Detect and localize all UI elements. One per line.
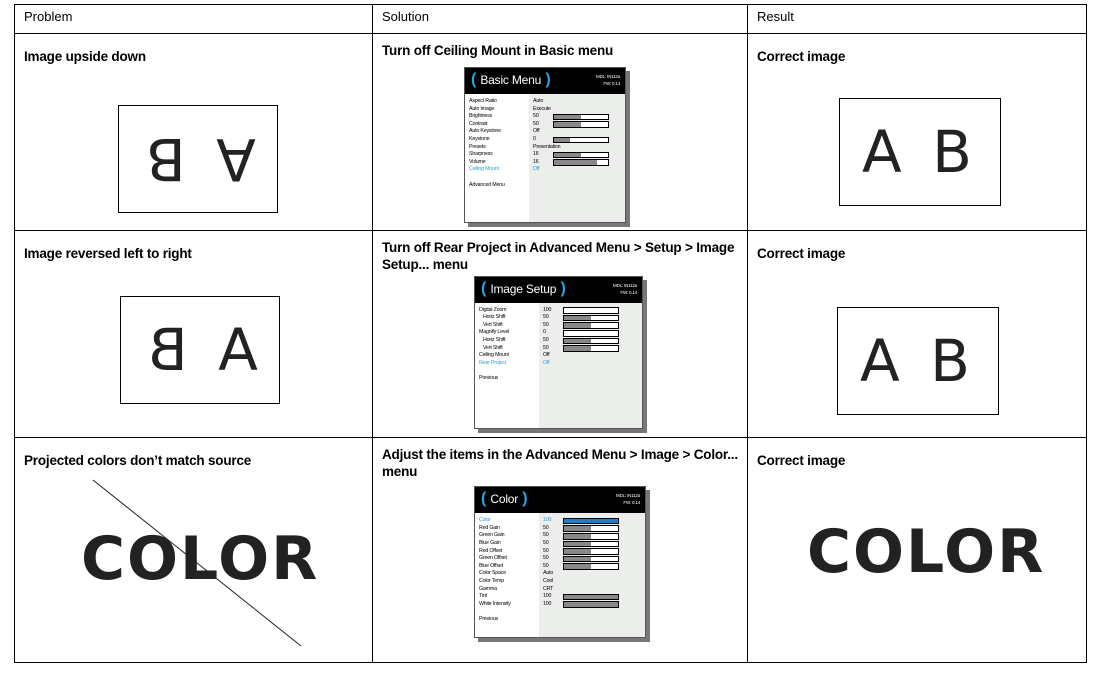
- reversed-text: A B: [142, 315, 258, 384]
- menu-item-value: 100: [543, 517, 552, 524]
- menu-title-paren: (: [481, 279, 491, 297]
- problem-cell: [15, 230, 373, 438]
- slider-bar: [553, 121, 609, 128]
- menu-item-value-row: [533, 98, 625, 106]
- menu-item-value-row: [543, 375, 642, 383]
- menu-body: [475, 303, 642, 428]
- result-text: Correct image: [757, 453, 846, 469]
- correct-image-illustration: [837, 307, 999, 415]
- firmware-label: FW: 0.14: [620, 289, 637, 295]
- problem-text: Image upside down: [24, 49, 146, 65]
- menu-item-label: Tint: [479, 593, 487, 600]
- slider-fill: [564, 316, 591, 321]
- result-text: Correct image: [757, 49, 846, 65]
- menu-item-value: Off: [543, 359, 550, 366]
- menu-item-label: Magnify Level: [479, 329, 510, 336]
- slider-fill: [554, 160, 597, 165]
- menu-item-label: Aspect Ratio: [469, 98, 497, 105]
- menu-item-label: Green Gain: [479, 532, 505, 539]
- correct-image-illustration: [839, 98, 1001, 206]
- menu-item-value-row: [543, 307, 642, 315]
- menu-item-label: Vert Shift: [483, 344, 503, 351]
- menu-item-label: White Intensity: [479, 600, 511, 607]
- menu-label-column: [475, 303, 539, 428]
- menu-item-value: 16: [533, 158, 539, 165]
- menu-item-label: Advanced Menu: [469, 181, 505, 188]
- menu-value-column: [539, 303, 642, 428]
- firmware-label: FW: 0.14: [603, 81, 620, 87]
- menu-title-text: Color: [490, 492, 519, 507]
- menu-item-value-row: [533, 144, 625, 152]
- slider-fill: [564, 549, 591, 554]
- menu-item-value-row: [543, 360, 642, 368]
- menu-item-value-row: [543, 601, 645, 609]
- menu-item-label: Ceiling Mount: [469, 166, 499, 173]
- slider-bar: [553, 159, 609, 166]
- menu-item-value: 0: [533, 136, 536, 143]
- image-setup-menu-screenshot: [474, 276, 643, 429]
- menu-title-paren: (: [471, 71, 481, 89]
- menu-item-value: Cool: [543, 578, 554, 585]
- menu-item-value-row: [543, 322, 642, 330]
- slider-bar: [563, 345, 619, 352]
- menu-item-label: Color Temp: [479, 578, 504, 585]
- menu-item-label: Color Space: [479, 570, 506, 577]
- color-mismatch-text: COLOR: [81, 524, 320, 595]
- menu-title-text: Basic Menu: [480, 73, 542, 88]
- correct-color-text: COLOR: [807, 517, 1046, 588]
- slider-bar: [563, 525, 619, 532]
- menu-item-value: Off: [543, 352, 550, 359]
- menu-model-info: [596, 73, 620, 87]
- menu-item-value: 50: [543, 532, 549, 539]
- menu-item-value-row: [533, 166, 625, 174]
- header-problem: Problem: [15, 5, 373, 34]
- menu-item-label: Contrast: [469, 120, 488, 127]
- model-label: MDL: IN112a: [616, 493, 640, 499]
- menu-item-label: Previous: [479, 616, 499, 623]
- menu-model-info: [613, 282, 637, 296]
- slider-fill: [554, 153, 581, 158]
- menu-title: [481, 490, 527, 508]
- slider-bar: [563, 330, 619, 337]
- menu-item-value-row: [543, 352, 642, 360]
- menu-title-paren: (: [481, 490, 491, 508]
- menu-header: [465, 68, 625, 94]
- menu-item-value: Presentation: [533, 143, 561, 150]
- menu-body: [475, 513, 645, 637]
- slider-bar: [553, 152, 609, 159]
- slider-bar: [563, 307, 619, 314]
- troubleshooting-table: [14, 4, 1087, 663]
- menu-title: [471, 71, 550, 89]
- menu-item-label: Presets: [469, 143, 486, 150]
- menu-item-value-row: [543, 608, 645, 616]
- menu-item-value-row: [543, 532, 645, 540]
- menu-body: [465, 94, 625, 222]
- menu-item-value-row: [543, 586, 645, 594]
- menu-item-label: Auto Image: [469, 105, 495, 112]
- slider-fill: [564, 564, 591, 569]
- menu-item-value: 50: [543, 562, 549, 569]
- slider-bar: [563, 315, 619, 322]
- menu-item-value-row: [543, 345, 642, 353]
- menu-item-value-row: [543, 314, 642, 322]
- menu-item-value: 100: [543, 306, 552, 313]
- result-cell: [748, 34, 1087, 231]
- menu-item-value: Auto: [543, 570, 554, 577]
- menu-value-column: [529, 94, 625, 222]
- color-menu-screenshot: [474, 486, 646, 638]
- menu-item-value: Auto: [533, 98, 544, 105]
- menu-item-label: [479, 367, 539, 375]
- menu-item-value-row: [533, 136, 625, 144]
- menu-item-label: Red Gain: [479, 524, 500, 531]
- slider-fill: [564, 519, 618, 524]
- solution-text: Adjust the items in the Advanced Menu > Image > Color... menu: [382, 447, 738, 480]
- menu-item-value-row: [533, 174, 625, 182]
- slider-fill: [564, 339, 591, 344]
- menu-item-value-row: [533, 128, 625, 136]
- menu-item-label: Volume: [469, 158, 486, 165]
- slider-fill: [564, 526, 591, 531]
- strike-line-graphic: [91, 478, 305, 650]
- menu-title: [481, 280, 566, 298]
- reversed-image-illustration: [120, 296, 280, 404]
- menu-item-value: 50: [533, 113, 539, 120]
- slider-bar: [563, 556, 619, 563]
- menu-item-value: 50: [543, 337, 549, 344]
- menu-item-value-row: [543, 563, 645, 571]
- header-row: [15, 5, 1087, 34]
- menu-item-value: CRT: [543, 585, 554, 592]
- menu-item-value-row: [543, 337, 642, 345]
- menu-title-paren: ): [518, 490, 528, 508]
- header-result: Result: [748, 5, 1087, 34]
- slider-bar: [553, 137, 609, 144]
- menu-item-label: Ceiling Mount: [479, 352, 509, 359]
- problem-text: Image reversed left to right: [24, 245, 192, 261]
- menu-item-value-row: [533, 159, 625, 167]
- menu-item-value: 50: [543, 314, 549, 321]
- slider-bar: [563, 338, 619, 345]
- slider-fill: [564, 534, 591, 539]
- menu-item-label: Green Offset: [479, 555, 507, 562]
- menu-item-value-row: [543, 593, 645, 601]
- slider-fill: [564, 602, 618, 607]
- menu-item-value-row: [533, 182, 625, 190]
- problem-text: Projected colors don’t match source: [24, 453, 252, 469]
- solution-cell: [373, 230, 748, 438]
- solution-cell: [373, 34, 748, 231]
- menu-label-column: [475, 513, 539, 637]
- slider-bar: [563, 533, 619, 540]
- correct-ab-text: A B: [862, 118, 978, 187]
- menu-item-label: Red Offset: [479, 547, 503, 554]
- menu-item-value: 0: [543, 329, 546, 336]
- slider-bar: [563, 594, 619, 601]
- menu-item-value-row: [543, 578, 645, 586]
- menu-item-label: Horiz Shift: [483, 337, 506, 344]
- menu-model-info: [616, 492, 640, 506]
- menu-item-value-row: [533, 106, 625, 114]
- menu-item-value-row: [543, 329, 642, 337]
- slider-fill: [564, 346, 591, 351]
- menu-header: [475, 277, 642, 303]
- slider-fill: [564, 323, 591, 328]
- menu-item-value: 100: [543, 600, 552, 607]
- slider-bar: [563, 601, 619, 608]
- menu-label-column: [465, 94, 529, 222]
- slider-bar: [563, 548, 619, 555]
- menu-item-label: Auto Keystone: [469, 128, 501, 135]
- correct-ab-text: A B: [860, 326, 976, 395]
- menu-item-value-row: [543, 525, 645, 533]
- menu-title-text: Image Setup: [490, 281, 557, 296]
- model-label: MDL: IN112a: [613, 282, 637, 288]
- menu-item-value: 16: [533, 151, 539, 158]
- menu-item-label: Keystone: [469, 136, 490, 143]
- menu-item-label: [469, 174, 529, 182]
- menu-item-value-row: [543, 540, 645, 548]
- menu-item-value-row: [543, 555, 645, 563]
- menu-item-value-row: [543, 570, 645, 578]
- menu-item-label: Horiz Shift: [483, 314, 506, 321]
- menu-item-value-row: [543, 517, 645, 525]
- slider-bar: [563, 322, 619, 329]
- menu-item-value: Execute: [533, 105, 551, 112]
- firmware-label: FW: 0.14: [623, 500, 640, 506]
- problem-cell: [15, 438, 373, 663]
- menu-item-value: 100: [543, 593, 552, 600]
- menu-item-label: [479, 608, 539, 616]
- upside-down-text: A B: [140, 125, 256, 194]
- menu-item-value-row: [543, 616, 645, 624]
- menu-value-column: [539, 513, 645, 637]
- menu-item-label: Rear Project: [479, 359, 507, 366]
- solution-text: Turn off Ceiling Mount in Basic menu: [382, 43, 614, 59]
- slider-fill: [554, 138, 570, 143]
- menu-item-label: Previous: [479, 375, 499, 382]
- menu-item-label: Blue Gain: [479, 540, 501, 547]
- menu-item-label: Brightness: [469, 113, 493, 120]
- slider-fill: [554, 115, 581, 120]
- menu-item-value: 50: [543, 524, 549, 531]
- table-row: [15, 34, 1087, 231]
- menu-item-value-row: [533, 151, 625, 159]
- menu-item-value-row: [543, 367, 642, 375]
- solution-text: Turn off Rear Project in Advanced Menu > Setup > Image Setup... menu: [382, 239, 735, 272]
- slider-fill: [564, 557, 591, 562]
- basic-menu-screenshot: [464, 67, 626, 223]
- menu-item-label: Vert Shift: [483, 321, 503, 328]
- result-cell: [748, 230, 1087, 438]
- menu-item-label: Color: [479, 517, 491, 524]
- model-label: MDL: IN112a: [596, 74, 620, 80]
- slider-bar: [563, 541, 619, 548]
- menu-item-label: Gamma: [479, 585, 497, 592]
- slider-bar: [563, 563, 619, 570]
- menu-item-value: Off: [533, 128, 540, 135]
- slider-fill: [554, 122, 581, 127]
- slider-bar: [563, 518, 619, 525]
- menu-item-value: 50: [543, 321, 549, 328]
- menu-item-value: Off: [533, 166, 540, 173]
- menu-item-value-row: [533, 121, 625, 129]
- menu-item-value: 50: [543, 540, 549, 547]
- result-cell: [748, 438, 1087, 663]
- menu-item-label: Blue Offset: [479, 562, 503, 569]
- menu-item-label: Sharpness: [469, 151, 493, 158]
- upside-down-image-illustration: [118, 105, 278, 213]
- slider-fill: [564, 595, 618, 600]
- result-text: Correct image: [757, 245, 846, 261]
- slider-bar: [553, 114, 609, 121]
- menu-item-label: Digital Zoom: [479, 306, 507, 313]
- slider-fill: [564, 542, 591, 547]
- header-solution: Solution: [373, 5, 748, 34]
- menu-title-paren: ): [541, 71, 551, 89]
- menu-item-value: 50: [543, 547, 549, 554]
- solution-cell: [373, 438, 748, 663]
- menu-item-value: 50: [543, 555, 549, 562]
- menu-header: [475, 487, 645, 513]
- table-row: [15, 230, 1087, 438]
- menu-item-value-row: [543, 548, 645, 556]
- menu-item-value: 50: [533, 120, 539, 127]
- menu-item-value: 50: [543, 344, 549, 351]
- menu-title-paren: ): [556, 279, 566, 297]
- menu-item-value-row: [533, 113, 625, 121]
- problem-cell: [15, 34, 373, 231]
- table-row: [15, 438, 1087, 663]
